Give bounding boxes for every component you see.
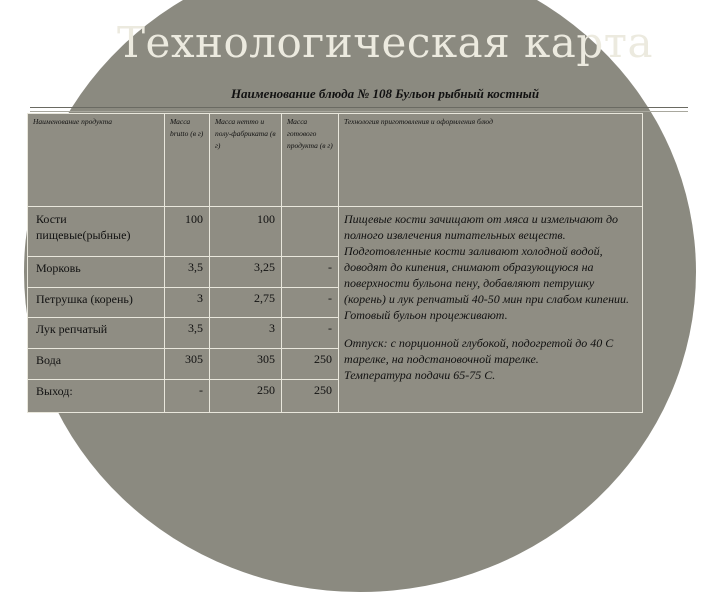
cell-product: Кости пищевые(рыбные) bbox=[28, 207, 165, 257]
technology-table bbox=[27, 113, 643, 413]
slide-title: Технологическая карта bbox=[116, 18, 654, 67]
dish-name: Наименование блюда № 108 Бульон рыбный костный bbox=[230, 86, 540, 101]
cell-finished: 250 bbox=[282, 349, 339, 380]
cell-product: Лук репчатый bbox=[28, 318, 165, 349]
cell-finished bbox=[282, 207, 339, 257]
table-row bbox=[28, 207, 643, 257]
cell-product: Морковь bbox=[28, 257, 165, 288]
cell-gross: 3 bbox=[165, 288, 210, 318]
cell-net: 100 bbox=[210, 207, 282, 257]
header-product: Наименование продукта bbox=[28, 114, 165, 207]
cell-product: Вода bbox=[28, 349, 165, 380]
cell-product: Выход: bbox=[28, 380, 165, 413]
header-finished: Масса готового продукта (в г) bbox=[282, 114, 339, 207]
cell-gross: 100 bbox=[165, 207, 210, 257]
cell-gross: 305 bbox=[165, 349, 210, 380]
table-header-row bbox=[28, 114, 643, 207]
cell-gross: - bbox=[165, 380, 210, 413]
cell-net: 250 bbox=[210, 380, 282, 413]
cell-gross: 3,5 bbox=[165, 257, 210, 288]
cell-finished: - bbox=[282, 257, 339, 288]
cell-net: 2,75 bbox=[210, 288, 282, 318]
cell-finished: - bbox=[282, 288, 339, 318]
cell-net: 3,25 bbox=[210, 257, 282, 288]
divider-line-secondary bbox=[30, 111, 688, 112]
cell-finished: 250 bbox=[282, 380, 339, 413]
technology-preparation: Пищевые кости зачищают от мяса и измельчают до полного извлечения питательных веществ. Подготовленные кости заливают холодной водой, доводят до кипения, снимают образующуюся на поверхности бульона пену, добавляют петрушку (корень) и лук репчатый 40-50 мин при слабом кипении. Готовый бульон процеживают. bbox=[344, 212, 630, 322]
divider-line bbox=[30, 107, 688, 108]
cell-gross: 3,5 bbox=[165, 318, 210, 349]
cell-product: Петрушка (корень) bbox=[28, 288, 165, 318]
cell-net: 305 bbox=[210, 349, 282, 380]
header-technology: Технология приготовления и оформления блюд bbox=[339, 114, 643, 207]
cell-finished: - bbox=[282, 318, 339, 349]
header-gross: Масса brutto (в г) bbox=[165, 114, 210, 207]
header-net: Масса нетто и полу-фабриката (в г) bbox=[210, 114, 282, 207]
technology-description bbox=[339, 207, 643, 413]
technology-serving: Отпуск: с порционной глубокой, подогретой до 40 С тарелке, на подстановочной тарелке. bbox=[344, 336, 614, 366]
cell-net: 3 bbox=[210, 318, 282, 349]
technology-temperature: Температура подачи 65-75 С. bbox=[344, 368, 496, 382]
